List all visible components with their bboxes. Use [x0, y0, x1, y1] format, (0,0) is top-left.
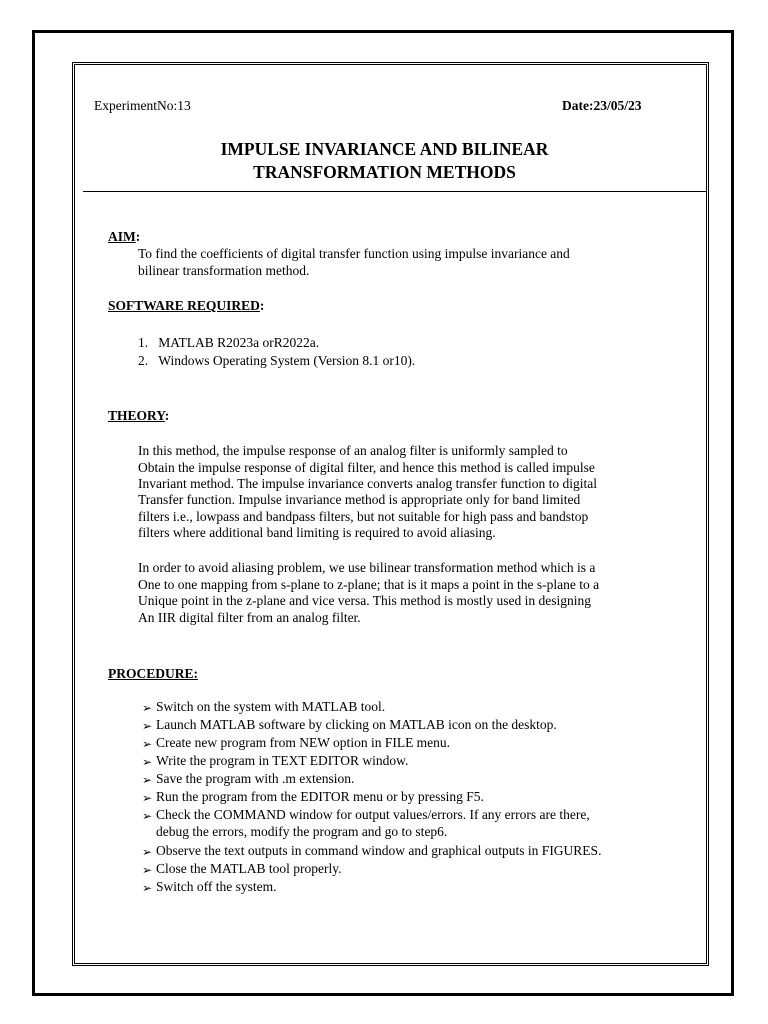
theory-p2-line-2: One to one mapping from s-plane to z-plane; that is it maps a point in the s-plane to a [138, 577, 600, 592]
procedure-step-7: Check the COMMAND window for output values/errors. If any errors are there, [156, 807, 590, 822]
theory-p2-line-1: In order to avoid aliasing problem, we use bilinear transformation method which is a [138, 560, 596, 575]
title-line-1: IMPULSE INVARIANCE AND BILINEAR [220, 139, 549, 159]
procedure-step-6: Run the program from the EDITOR menu or by pressing F5. [156, 789, 484, 804]
theory-heading: THEORY: [108, 408, 170, 423]
experiment-date: Date:23/05/23 [562, 98, 642, 113]
procedure-step-2: Launch MATLAB software by clicking on MATLAB icon on the desktop. [156, 717, 557, 732]
procedure-step-4: Write the program in TEXT EDITOR window. [156, 753, 409, 768]
theory-p1-line-1: In this method, the impulse response of an analog filter is uniformly sampled to [138, 443, 568, 458]
procedure-step-10: Switch off the system. [156, 879, 277, 894]
arrow-bullet-icon: ➢ [142, 719, 153, 733]
theory-p1-line-3: Invariant method. The impulse invariance converts analog transfer function to digital [138, 476, 597, 491]
theory-p1-line-2: Obtain the impulse response of digital filter, and hence this method is called impulse [138, 460, 595, 475]
theory-p1-line-5: filters i.e., lowpass and bandpass filters, but not suitable for high pass and bandstop [138, 509, 589, 524]
software-heading: SOFTWARE REQUIRED: [108, 298, 265, 313]
theory-p2-line-3: Unique point in the z-plane and vice versa. This method is mostly used in designing [138, 593, 592, 608]
theory-p1-line-6: filters where additional band limiting is required to avoid aliasing. [138, 525, 496, 540]
arrow-bullet-icon: ➢ [142, 791, 153, 805]
title-divider [83, 191, 707, 192]
arrow-bullet-icon: ➢ [142, 701, 153, 715]
procedure-step-7-continued: debug the errors, modify the program and go to step6. [156, 824, 448, 839]
software-item-2: 2. Windows Operating System (Version 8.1 or10). [138, 353, 416, 368]
arrow-bullet-icon: ➢ [142, 809, 153, 823]
arrow-bullet-icon: ➢ [142, 773, 153, 787]
procedure-heading: PROCEDURE: [108, 666, 198, 681]
procedure-step-1: Switch on the system with MATLAB tool. [156, 699, 386, 714]
arrow-bullet-icon: ➢ [142, 845, 153, 859]
arrow-bullet-icon: ➢ [142, 863, 153, 877]
software-item-1: 1. MATLAB R2023a orR2022a. [138, 335, 320, 350]
arrow-bullet-icon: ➢ [142, 737, 153, 751]
arrow-bullet-icon: ➢ [142, 755, 153, 769]
theory-p1-line-4: Transfer function. Impulse invariance method is appropriate only for band limited [138, 492, 581, 507]
aim-line-1: To find the coefficients of digital transfer function using impulse invariance and [138, 246, 570, 261]
procedure-step-5: Save the program with .m extension. [156, 771, 355, 786]
arrow-bullet-icon: ➢ [142, 881, 153, 895]
aim-line-2: bilinear transformation method. [138, 263, 310, 278]
procedure-step-9: Close the MATLAB tool properly. [156, 861, 342, 876]
experiment-number: ExperimentNo:13 [94, 98, 191, 113]
title-line-2: TRANSFORMATION METHODS [253, 162, 516, 182]
theory-p2-line-4: An IIR digital filter from an analog filter. [138, 610, 361, 625]
procedure-step-3: Create new program from NEW option in FILE menu. [156, 735, 451, 750]
aim-heading: AIM: [108, 229, 141, 244]
procedure-step-8: Observe the text outputs in command window and graphical outputs in FIGURES. [156, 843, 602, 858]
